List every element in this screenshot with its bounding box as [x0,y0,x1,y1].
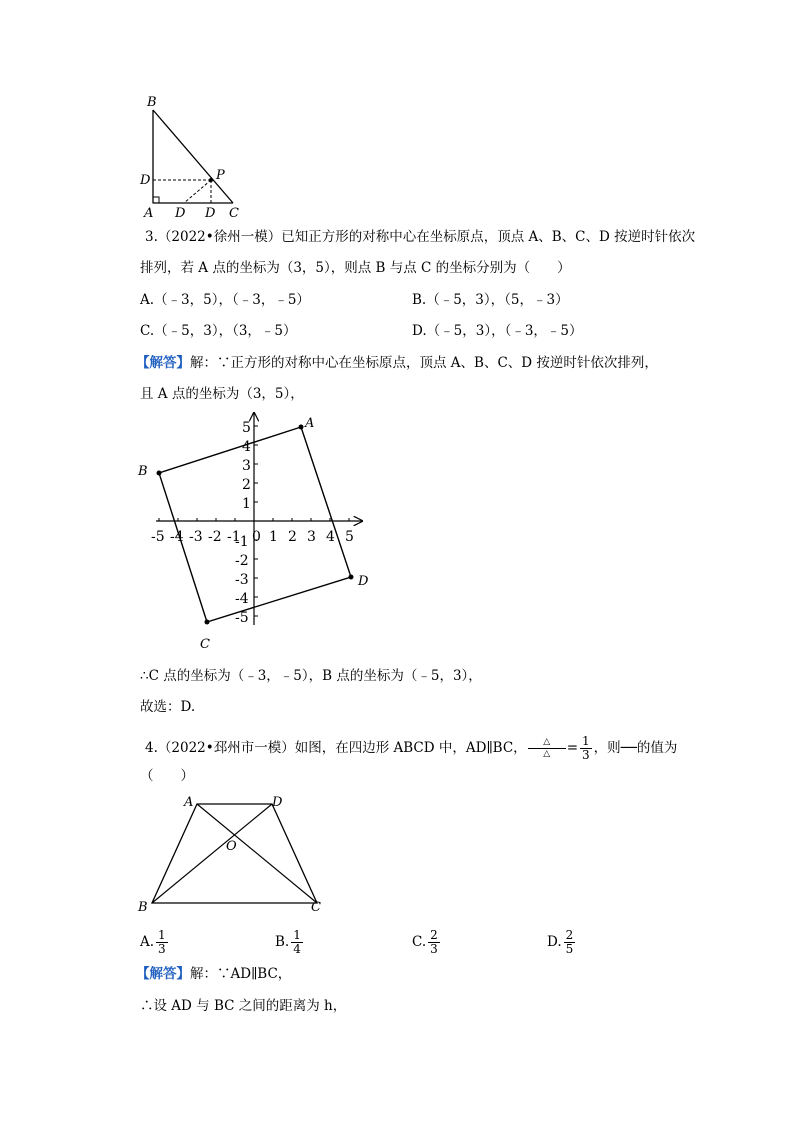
y-tick-label: -5 [235,610,249,626]
x-tick-label: -1 [227,529,241,545]
point-A [299,425,304,430]
x-tick-label: 0 [252,529,261,545]
label-A: A [144,206,154,220]
point-D [349,575,354,580]
y-tick-label: 1 [242,496,251,512]
trap-label-D: D [272,795,283,810]
y-tick-label: -4 [235,591,249,607]
x-tick-label: 1 [269,529,278,545]
graph-label-D: D [358,574,369,589]
label-D: D [140,173,151,188]
x-tick-label: -4 [170,529,184,545]
label-P: P [216,168,225,183]
q3-stem-line1 [145,227,695,247]
point-B [157,471,162,476]
q3-stem-line2: 排列，若 A 点的坐标为（3，5），则点 B 与点 C 的坐标分别为（ ） [140,260,571,276]
q4-bracket: （ ） [140,768,194,784]
q3-choice: 故选：D. [140,699,196,715]
q3-option-a: A.（﹣3，5），（﹣3，﹣5） [140,292,310,308]
trap-label-C: C [311,900,321,915]
graph-label-C: C [200,637,210,652]
triangle-figure [130,90,250,220]
x-tick-label: -3 [189,529,203,545]
q3-source: （2022•徐州一模） [157,229,282,245]
label-D-bottom-right: D [205,206,216,220]
y-tick-label: 3 [242,458,251,474]
trap-label-B: B [138,900,148,915]
q3-number: 3. [145,229,158,245]
q3-answer-line1: 【解答】解：∵正方形的对称中心在坐标原点，顶点 A、B、C、D 按逆时针依次排列， [136,355,658,371]
answer-tag: 【解答】 [136,355,190,371]
coordinate-graph [130,405,390,655]
q3-stem-text1: 已知正方形的对称中心在坐标原点，顶点 A、B、C、D 按逆时针依次 [281,229,696,245]
x-tick-label: -2 [208,529,222,545]
x-tick-label: -5 [151,529,165,545]
q3-conclusion: ∴C 点的坐标为（﹣3，﹣5），B 点的坐标为（﹣5，3）， [140,668,482,684]
y-tick-label: -2 [235,553,249,569]
graph-label-B: B [138,464,148,479]
q4-source: （2022•邳州市一模） [157,740,295,756]
q3-option-b: B.（﹣5，3），（5，﹣3） [412,292,569,308]
q4-answer-line1: 【解答】解：∵AD∥BC， [136,966,292,982]
x-tick-label: 5 [345,529,354,545]
y-tick-label: -3 [235,572,249,588]
q4-option-d: D. $\frac{2}{5}$ [547,928,574,956]
y-tick-label: 4 [242,439,251,455]
point-C [205,620,210,625]
q3-option-d: D.（﹣5，3），（﹣3，﹣5） [412,323,583,339]
q3-answer-line2: 且 A 点的坐标为（3，5）， [140,386,304,402]
q3-option-c: C.（﹣5，3），（3，﹣5） [140,323,297,339]
y-tick-label: 2 [242,477,251,493]
trap-label-O: O [226,839,237,854]
trap-label-A: A [184,795,194,810]
x-tick-label: 3 [307,529,316,545]
answer-tag: 【解答】 [136,966,190,982]
x-tick-label: 4 [326,529,335,545]
q4-stem: 4.（2022•邳州市一模）如图，在四边形 ABCD 中，AD∥BC， $\frac{\triangle}{\triangle}$ = $\frac{1}{3}$ ，则──的值为 [145,734,678,762]
graph-label-A: A [305,416,315,431]
square [159,427,351,622]
label-B: B [147,95,157,110]
label-C: C [229,206,239,220]
q4-option-a: A. $\frac{1}{3}$ [140,928,166,956]
label-D-bottom-left: D [175,206,186,220]
y-tick-label: -1 [235,534,249,550]
x-tick-label: 2 [288,529,297,545]
q4-option-b: B. $\frac{1}{4}$ [275,928,301,956]
y-tick-label: 5 [242,420,251,436]
trapezoid-figure [130,790,340,920]
q4-option-c: C. $\frac{2}{3}$ [412,928,438,956]
q4-answer-line2: ∴设 AD 与 BC 之间的距离为 h， [140,998,347,1014]
